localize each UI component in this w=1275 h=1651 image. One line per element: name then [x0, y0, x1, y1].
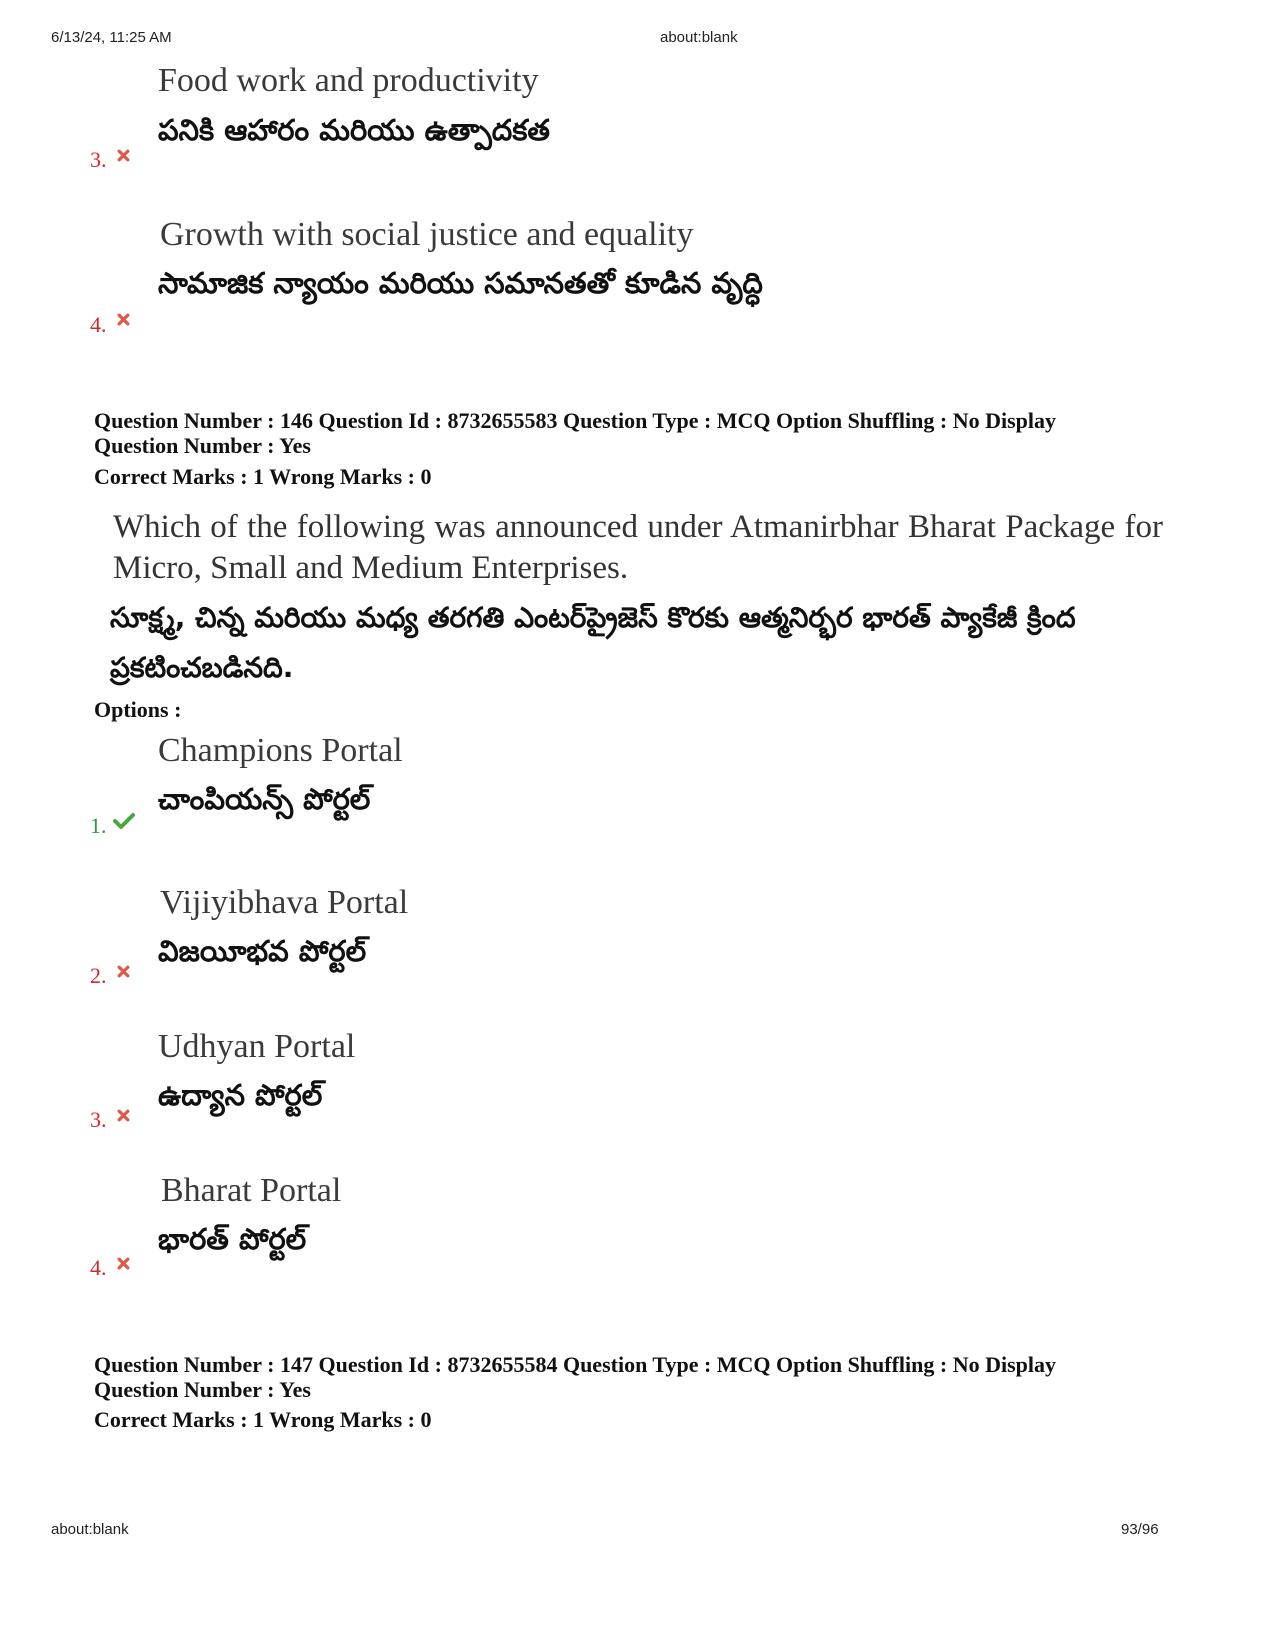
option-1-english: Champions Portal	[158, 732, 403, 769]
prev-option-3-english: Food work and productivity	[158, 62, 539, 99]
wrong-cross-icon	[117, 965, 130, 978]
question-146-text-english: Which of the following was announced under Atmanirbhar Bharat Package for Micro, Small and Medium Enterprises.	[113, 509, 1163, 586]
question-147-marks: Correct Marks : 1 Wrong Marks : 0	[94, 1407, 432, 1432]
print-footer-url: about:blank	[51, 1521, 129, 1538]
question-147-meta: Question Number : 147 Question Id : 8732655584 Question Type : MCQ Option Shuffling : No Display	[94, 1352, 1057, 1377]
question-146-meta-display: Question Number : Yes	[94, 433, 311, 458]
question-146-meta: Question Number : 146 Question Id : 8732655583 Question Type : MCQ Option Shuffling : No Display	[94, 408, 1057, 433]
options-label: Options :	[94, 697, 182, 722]
prev-option-4-english: Growth with social justice and equality	[160, 216, 694, 253]
option-4-english: Bharat Portal	[161, 1172, 342, 1209]
prev-option-4-number: 4.	[90, 312, 107, 337]
option-2-number: 2.	[90, 963, 107, 988]
option-1-telugu: చాంపియన్స్ పోర్టల్	[158, 782, 371, 816]
question-146-text-telugu: సూక్ష్మ, చిన్న మరియు మధ్య తరగతి ఎంటర్‌ప్రైజెస్ కొరకు ఆత్మనిర్భర భారత్ ప్యాకేజీ క్రింద ప్రకటించబడినది.	[110, 601, 1076, 684]
print-page-number: 93/96	[1121, 1521, 1159, 1538]
correct-check-icon	[113, 812, 135, 830]
option-1-number: 1.	[90, 813, 107, 838]
option-2-telugu: విజయీభవ పోర్టల్	[158, 934, 367, 968]
wrong-cross-icon	[117, 149, 130, 162]
question-147-meta-display: Question Number : Yes	[94, 1377, 311, 1402]
print-title: about:blank	[660, 29, 738, 46]
option-3-telugu: ఉద్యాన పోర్టల్	[158, 1078, 323, 1112]
option-3-number: 3.	[90, 1107, 107, 1132]
option-3-english: Udhyan Portal	[158, 1028, 356, 1065]
option-4-telugu: భారత్ పోర్టల్	[158, 1222, 307, 1256]
print-datetime: 6/13/24, 11:25 AM	[51, 29, 172, 46]
option-4-number: 4.	[90, 1255, 107, 1280]
wrong-cross-icon	[117, 313, 130, 326]
question-146-marks: Correct Marks : 1 Wrong Marks : 0	[94, 464, 432, 489]
prev-option-4-telugu: సామాజిక న్యాయం మరియు సమానతతో కూడిన వృద్ధి	[158, 266, 763, 300]
option-2-english: Vijiyibhava Portal	[160, 884, 409, 921]
wrong-cross-icon	[117, 1109, 130, 1122]
wrong-cross-icon	[117, 1257, 130, 1270]
prev-option-3-number: 3.	[90, 147, 107, 172]
prev-option-3-telugu: పనికి ఆహారం మరియు ఉత్పాదకత	[158, 113, 550, 147]
